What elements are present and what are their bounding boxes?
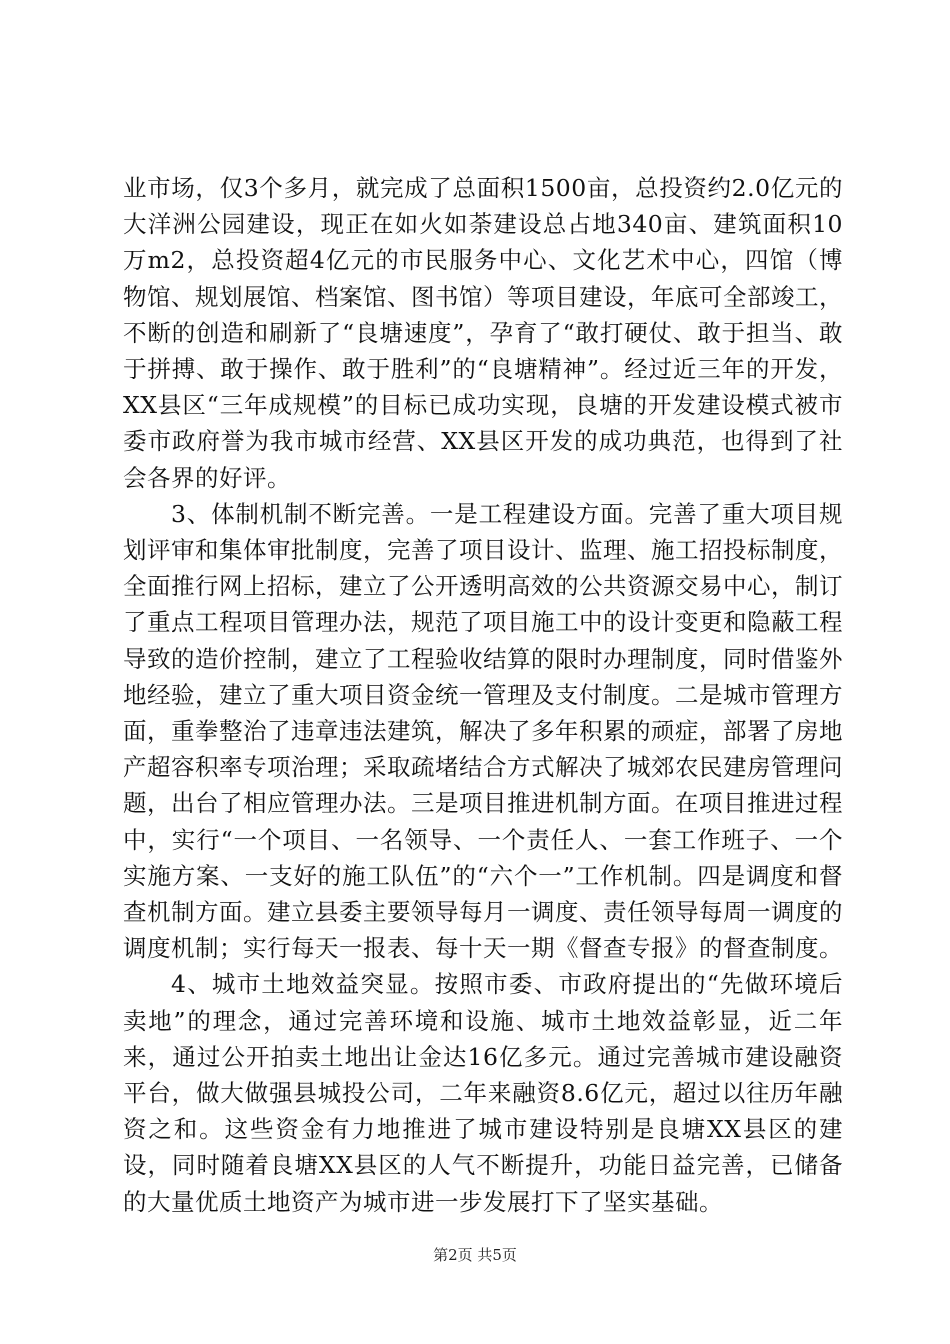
document-body xyxy=(123,170,843,1220)
page-number-footer: 第2页 共5页 xyxy=(433,1246,517,1264)
paragraph-land-benefits: 4、城市土地效益突显。按照市委、市政府提出的“先做环境后卖地”的理念，通过完善环境和设施、城市土地效益彰显，近二年来，通过公开拍卖土地出让金达16亿多元。通过完善城市建设融资平台，做大做强县城投公司，二年来融资8.6亿元，超过以往历年融资之和。这些资金有力地推进了城市建设特别是良塘XX县区的建设，同时随着良塘XX县区的人气不断提升，功能日益完善，已储备的大量优质土地资产为城市进一步发展打下了坚实基础。 xyxy=(123,970,843,1216)
paragraph-continuation: 业市场，仅3个多月，就完成了总面积1500亩，总投资约2.0亿元的大洋洲公园建设，现正在如火如荼建设总占地340亩、建筑面积10万m2，总投资超4亿元的市民服务中心、文化艺术中心，四馆（博物馆、规划展馆、档案馆、图书馆）等项目建设，年底可全部竣工，不断的创造和刷新了“良塘速度”，孕育了“敢打硬仗、敢于担当、敢于拼搏、敢于操作、敢于胜利”的“良塘精神”。经过近三年的开发，XX县区“三年成规模”的目标已成功实现，良塘的开发建设模式被市委市政府誉为我市城市经营、XX县区开发的成功典范，也得到了社会各界的好评。 xyxy=(123,174,843,492)
paragraph-institutional-mechanisms: 3、体制机制不断完善。一是工程建设方面。完善了重大项目规划评审和集体审批制度，完善了项目设计、监理、施工招投标制度，全面推行网上招标，建立了公开透明高效的公共资源交易中心，制订了重点工程项目管理办法，规范了项目施工中的设计变更和隐蔽工程导致的造价控制，建立了工程验收结算的限时办理制度，同时借鉴外地经验，建立了重大项目资金统一管理及支付制度。二是城市管理方面，重拳整治了违章违法建筑，解决了多年积累的顽症，部署了房地产超容积率专项治理；采取疏堵结合方式解决了城郊农民建房管理问题，出台了相应管理办法。三是项目推进机制方面。在项目推进过程中，实行“一个项目、一名领导、一个责任人、一套工作班子、一个实施方案、一支好的施工队伍”的“六个一”工作机制。四是调度和督查机制方面。建立县委主要领导每月一调度、责任领导每周一调度的调度机制；实行每天一报表、每十天一期《督查专报》的督查制度。 xyxy=(123,499,843,963)
